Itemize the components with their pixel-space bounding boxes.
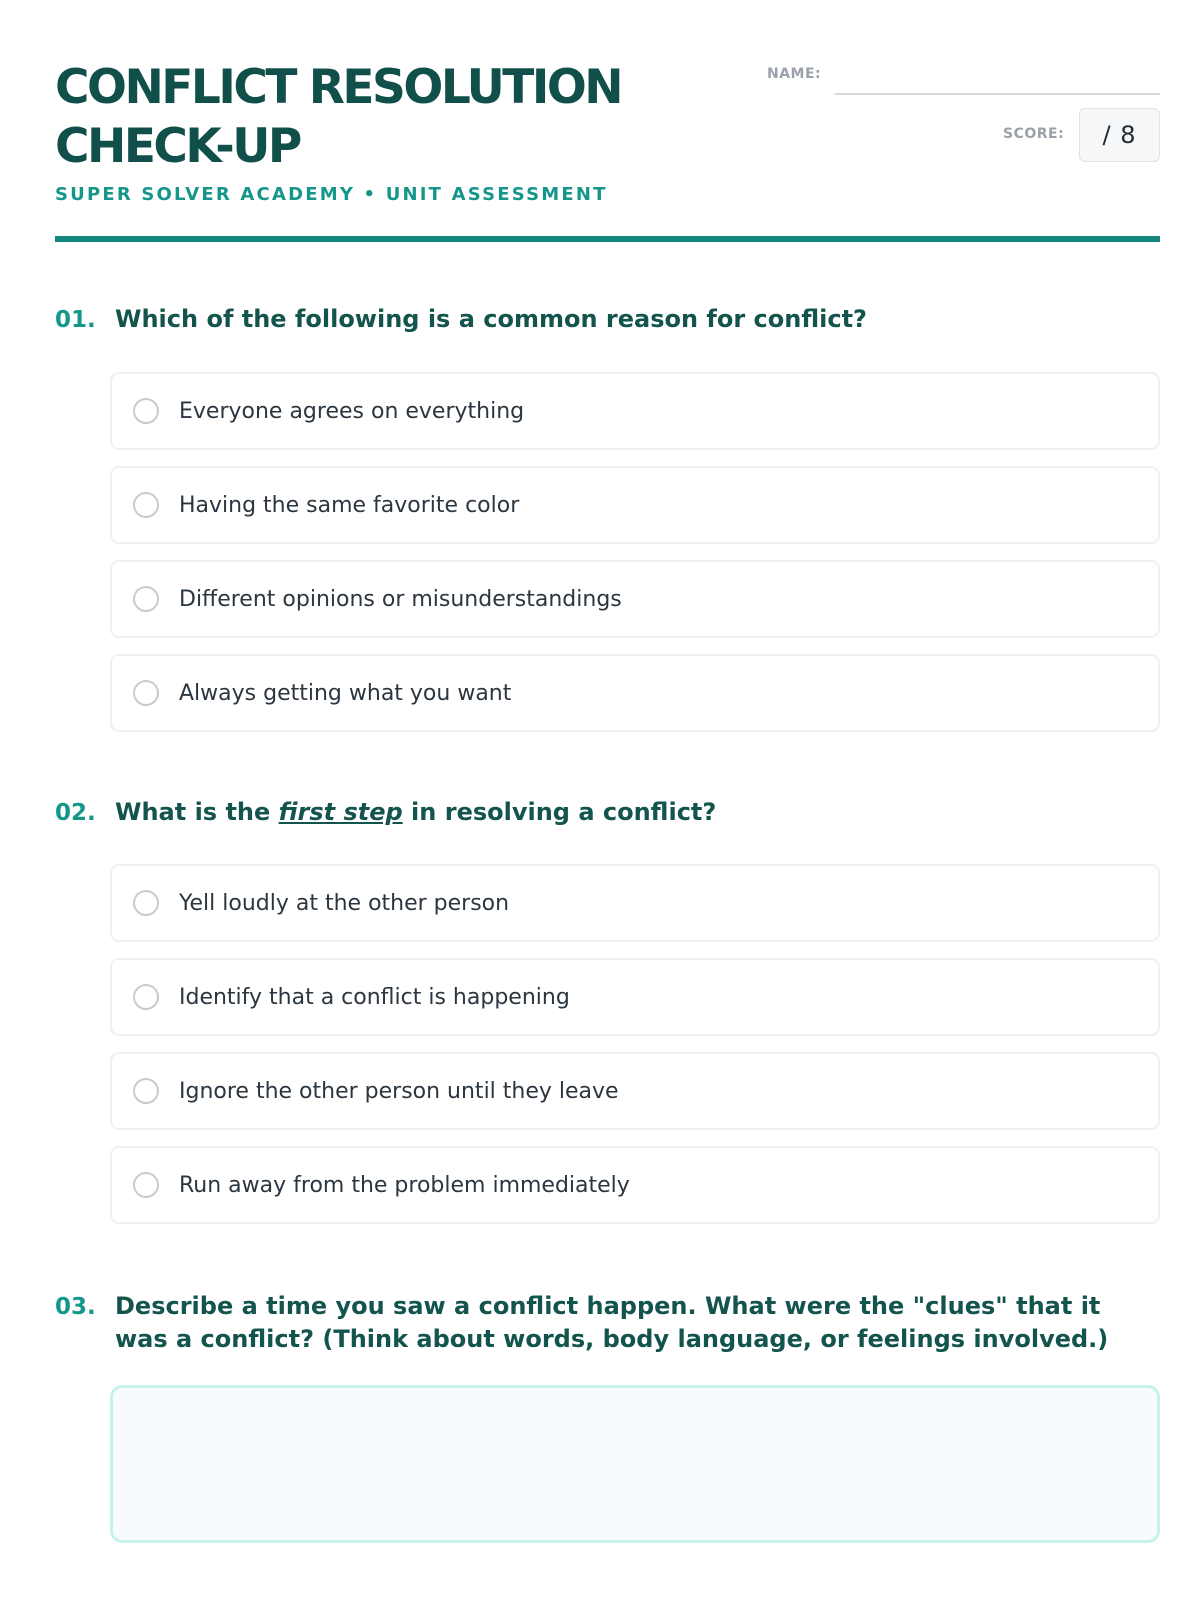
question-2 [55,796,1160,829]
option-label: Having the same favorite color [179,492,520,518]
radio-button[interactable] [133,890,159,916]
question-text [115,796,1160,829]
option-card[interactable] [110,466,1160,544]
option-label: Yell loudly at the other person [179,890,510,916]
question-text-end: in resolving a conflict? [402,798,717,826]
radio-button[interactable] [133,984,159,1010]
question-text-start: What is the [115,798,279,826]
radio-button[interactable] [133,1172,159,1198]
question-text-emphasis: first step [278,798,403,826]
name-label: NAME: [767,66,822,82]
option-card[interactable] [110,1146,1160,1224]
option-card[interactable] [110,958,1160,1036]
option-card[interactable] [110,654,1160,732]
score-value: / 8 [1102,121,1137,149]
question-number: 03. [55,1294,96,1320]
option-label: Identify that a conflict is happening [179,984,570,1010]
option-label: Always getting what you want [179,680,512,706]
answer-textarea[interactable] [110,1385,1160,1543]
radio-button[interactable] [133,586,159,612]
page-title [55,58,695,176]
score-box [1079,108,1160,162]
question-number: 02. [55,800,96,826]
question-text: Which of the following is a common reason for conflict? [115,305,867,333]
option-card[interactable] [110,1052,1160,1130]
option-card[interactable] [110,864,1160,942]
page-subtitle: SUPER SOLVER ACADEMY • UNIT ASSESSMENT [55,184,608,205]
option-label: Everyone agrees on everything [179,398,525,424]
question-text: Describe a time you saw a conflict happen. What were the "clues" that it was a conflict? (Think about words, body language, or feelings involved.) [115,1292,1109,1353]
option-label: Run away from the problem immediately [179,1172,630,1198]
option-label: Ignore the other person until they leave [179,1078,619,1104]
worksheet-header [55,58,1160,244]
title-line-2: CHECK-UP [55,119,300,174]
score-label: SCORE: [1003,126,1065,142]
header-divider [55,236,1160,242]
option-label: Different opinions or misunderstandings [179,586,622,612]
question-2-options [110,864,1160,1240]
title-line-1: CONFLICT RESOLUTION [55,60,622,115]
option-card[interactable] [110,372,1160,450]
question-number: 01. [55,307,96,333]
option-card[interactable] [110,560,1160,638]
name-field[interactable] [835,93,1160,95]
question-3 [55,1290,1160,1356]
radio-button[interactable] [133,492,159,518]
question-1-options [110,372,1160,748]
radio-button[interactable] [133,398,159,424]
radio-button[interactable] [133,1078,159,1104]
question-1 [55,303,1160,336]
radio-button[interactable] [133,680,159,706]
